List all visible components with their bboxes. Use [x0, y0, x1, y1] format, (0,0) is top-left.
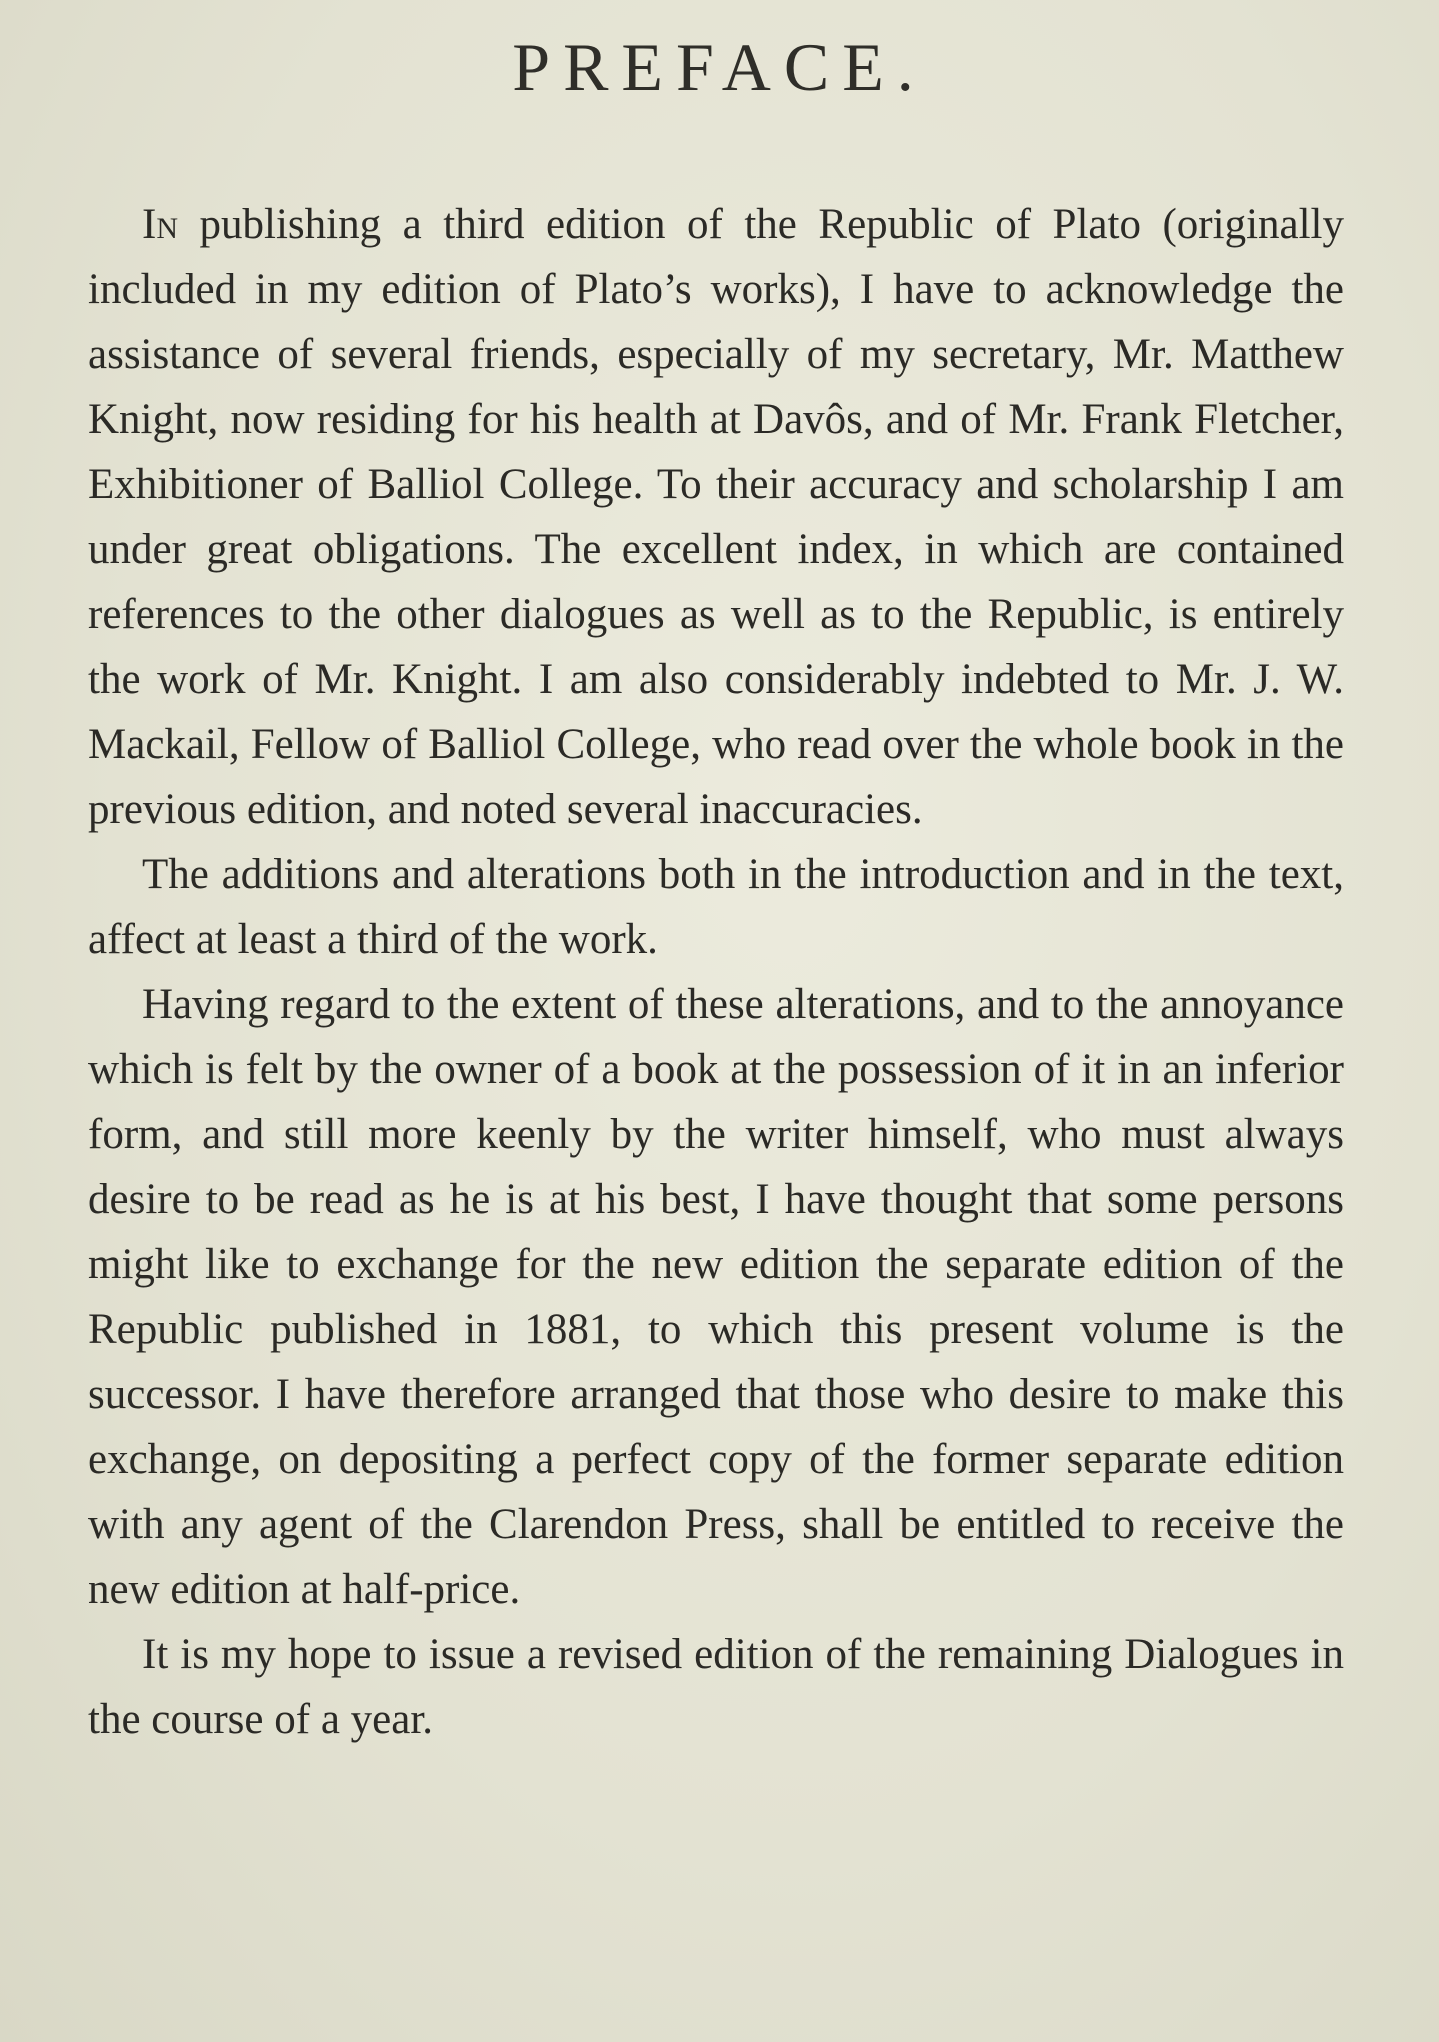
preface-body — [88, 192, 1344, 1752]
paragraph-1 — [88, 192, 1344, 842]
paragraph-4-text: It is my hope to issue a revised edition of the remaining Dialogues in the course of a year. — [88, 1631, 1344, 1743]
paragraph-1-text: publishing a third edition of the Republic of Plato (originally included in my edition of Plato’s works), I have to acknowledge the assistance of several friends, especially of my secretary, Mr. Matthew Knight, now residing for his health at Davôs, and of Mr. Frank Fletcher, Exhibitioner of Balliol College. To their accuracy and scholarship I am under great obligations. The excellent index, in which are contained references to the other dialogues as well as to the Republic, is entirely the work of Mr. Knight. I am also considerably indebted to Mr. J. W. Mackail, Fellow of Balliol College, who read over the whole book in the previous edition, and noted several inaccuracies. — [88, 201, 1344, 833]
paragraph-3 — [88, 972, 1344, 1622]
paragraph-2-text: The additions and alterations both in the introduction and in the text, affect at least a third of the work. — [88, 851, 1344, 963]
paragraph-2 — [88, 842, 1344, 972]
paragraph-1-lead: In — [142, 201, 178, 248]
paragraph-3-text: Having regard to the extent of these alterations, and to the annoyance which is felt by the owner of a book at the possession of it in an inferior form, and still more keenly by the writer himself, who must always desire to be read as he is at his best, I have thought that some persons might like to exchange for the new edition the separate edition of the Republic published in 1881, to which this present volume is the successor. I have therefore arranged that those who desire to make this exchange, on depositing a perfect copy of the former separate edition with any agent of the Clarendon Press, shall be entitled to receive the new edition at half-price. — [88, 981, 1344, 1613]
page-title: PREFACE. — [512, 29, 927, 105]
paragraph-4 — [88, 1622, 1344, 1752]
